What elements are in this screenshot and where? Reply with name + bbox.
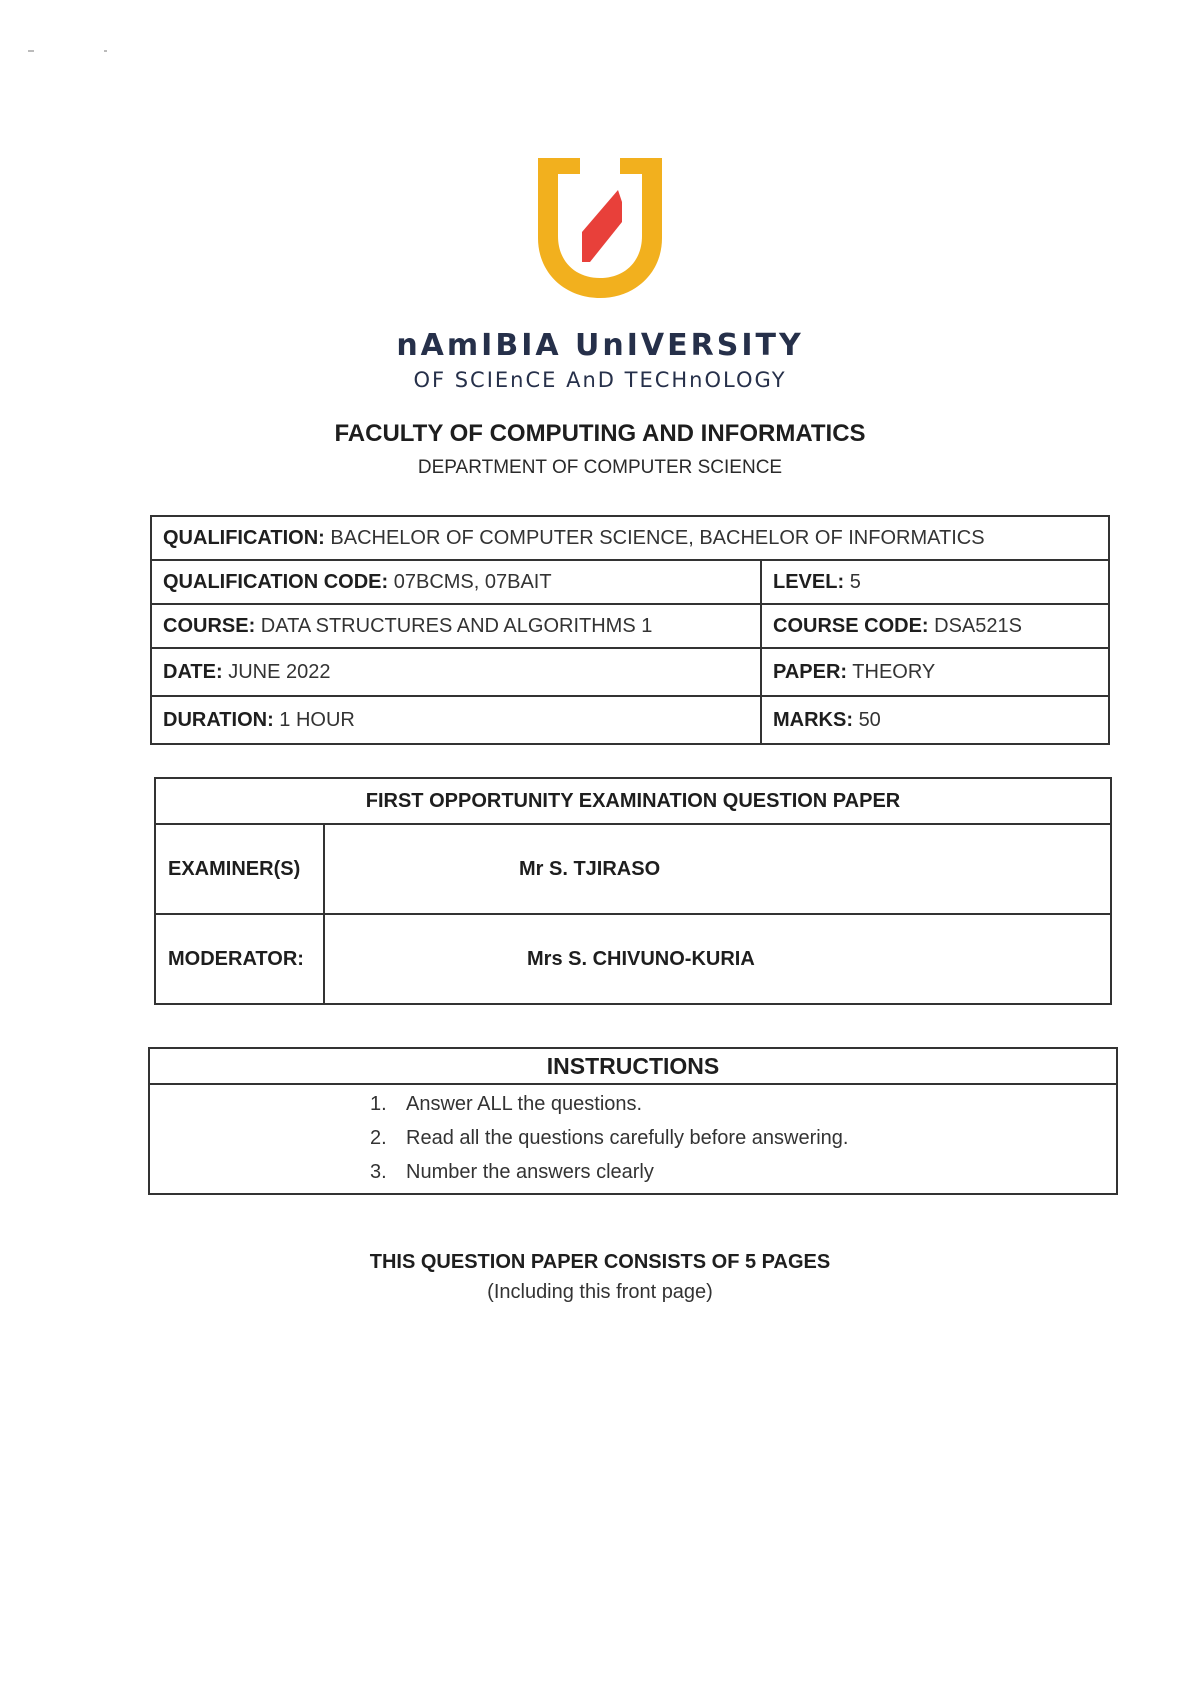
table-row: [155, 914, 1111, 1004]
qualification-code-cell: [151, 560, 761, 604]
instructions-box: [148, 1047, 1118, 1195]
instructions-heading: INSTRUCTIONS: [150, 1049, 1116, 1085]
table-row: [151, 560, 1109, 604]
instructions-list: [150, 1085, 1116, 1193]
level-label: LEVEL:: [773, 570, 845, 593]
duration-value: 1 HOUR: [279, 708, 355, 731]
duration-cell: [151, 696, 761, 744]
paper-value: THEORY: [852, 660, 936, 683]
page-count-subnote: (Including this front page): [487, 1281, 713, 1303]
exam-heading: FIRST OPPORTUNITY EXAMINATION QUESTION PAPER: [155, 778, 1111, 824]
item-number: 1.: [370, 1093, 387, 1115]
scan-speck: [104, 50, 107, 52]
item-text: Number the answers clearly: [406, 1161, 654, 1183]
department-title: DEPARTMENT OF COMPUTER SCIENCE: [417, 457, 783, 478]
page-count-note: THIS QUESTION PAPER CONSISTS OF 5 PAGES: [369, 1251, 831, 1273]
marks-value: 50: [858, 708, 881, 731]
university-name: nAmIBIA UnIVERSITY: [396, 328, 804, 363]
qualification-cell: [151, 516, 1109, 560]
item-number: 3.: [370, 1161, 387, 1183]
item-text: Answer ALL the questions.: [406, 1093, 643, 1115]
item-text: Read all the questions carefully before answering.: [406, 1127, 849, 1149]
course-info-table: [150, 515, 1110, 745]
table-row: [155, 824, 1111, 914]
table-row: [151, 648, 1109, 696]
examiner-label: EXAMINER(S): [155, 824, 324, 914]
course-code-cell: [761, 604, 1109, 648]
duration-label: DURATION:: [163, 708, 274, 731]
moderator-name: Mrs S. CHIVUNO-KURIA: [324, 914, 1111, 1004]
paper-cell: [761, 648, 1109, 696]
qualification-value: BACHELOR OF COMPUTER SCIENCE, BACHELOR OF INFORMATICS: [330, 526, 985, 549]
course-label: COURSE:: [163, 614, 256, 637]
course-cell: [151, 604, 761, 648]
examiner-name: Mr S. TJIRASO: [324, 824, 1111, 914]
university-subtitle: OF SCIEnCE AnD TECHnOLOGY: [413, 368, 787, 392]
level-value: 5: [849, 570, 861, 593]
table-row: [151, 604, 1109, 648]
date-cell: [151, 648, 761, 696]
table-row: [151, 696, 1109, 744]
scan-speck: [28, 50, 34, 52]
table-row: [151, 516, 1109, 560]
list-item: [150, 1121, 1116, 1155]
paper-label: PAPER:: [773, 660, 848, 683]
qualification-code-label: QUALIFICATION CODE:: [163, 570, 389, 593]
list-item: [150, 1087, 1116, 1121]
level-cell: [761, 560, 1109, 604]
faculty-title: FACULTY OF COMPUTING AND INFORMATICS: [334, 420, 866, 447]
course-code-label: COURSE CODE:: [773, 614, 929, 637]
marks-cell: [761, 696, 1109, 744]
university-logo-icon: [532, 150, 668, 300]
item-number: 2.: [370, 1127, 387, 1149]
moderator-label: MODERATOR:: [155, 914, 324, 1004]
course-value: DATA STRUCTURES AND ALGORITHMS 1: [260, 614, 653, 637]
marks-label: MARKS:: [773, 708, 853, 731]
date-value: JUNE 2022: [228, 660, 331, 683]
date-label: DATE:: [163, 660, 223, 683]
list-item: [150, 1155, 1116, 1189]
examiner-table: [154, 777, 1112, 1005]
table-row: [155, 778, 1111, 824]
course-code-value: DSA521S: [934, 614, 1022, 637]
qualification-code-value: 07BCMS, 07BAIT: [393, 570, 552, 593]
qualification-label: QUALIFICATION:: [163, 526, 325, 549]
